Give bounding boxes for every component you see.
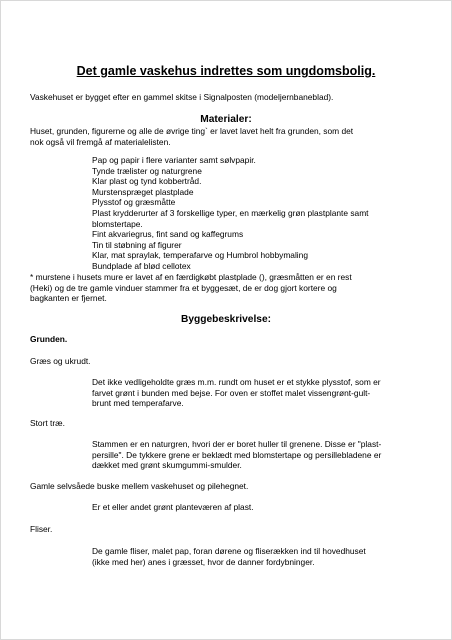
- build-heading: Byggebeskrivelse:: [180, 314, 272, 325]
- grass-line: farvet grønt i bunden med bejse. For oven er stoffet malet vissengrønt-gult-: [92, 387, 371, 398]
- material-item: Pap og papir i flere varianter samt sølvpapir.: [92, 155, 256, 165]
- material-item: blomstertape.: [92, 218, 143, 229]
- material-item: Plast krydderurter af 3 forskellige typer, en mærkelig grøn plastplante samt: [92, 207, 369, 218]
- material-item: Fint akvariegrus, fint sand og kaffegrums: [92, 229, 244, 240]
- tree-line: dækket med grønt skumgummi-smulder.: [92, 460, 242, 471]
- material-item: Klar plast og tynd kobbertråd.: [92, 176, 202, 187]
- tiles-label: Fliser.: [30, 524, 53, 534]
- materials-intro-line: Huset, grunden, figurerne og alle de øvrige ting` er lavet lavet helt fra grunden, som det: [30, 126, 354, 136]
- materials-intro-line: nok også vil fremgå af materialelisten.: [30, 136, 171, 147]
- material-item: Klar, mat spraylak, temperafarve og Humbrol hobbymaling: [92, 250, 308, 261]
- tree-line: persille". De tykkere grene er beklædt med blomstertape og persillebladene er: [92, 449, 382, 460]
- intro-paragraph: Vaskehuset er bygget efter en gammel skitse i Signalposten (modeljernbaneblad).: [30, 92, 334, 102]
- materials-list: [92, 155, 369, 272]
- materials-note-line: bagkanten er fjernet.: [30, 293, 107, 304]
- materials-heading: Materialer:: [200, 114, 252, 125]
- grass-line: Det ikke vedligeholdte græs m.m. rundt om huset er et stykke plysstof, som er: [92, 377, 381, 387]
- tree-line: Stammen er en naturgren, hvori der er boret huller til grenene. Disse er "plast-: [92, 439, 382, 449]
- grass-label: Græs og ukrudt.: [30, 356, 91, 366]
- material-item: Tynde trælister og naturgrene: [92, 165, 202, 176]
- tree-label: Stort træ.: [30, 418, 65, 428]
- bushes-description: Er et eller andet grønt planteværen af plast.: [92, 502, 254, 512]
- materials-note: [30, 272, 352, 304]
- tree-description: [92, 439, 381, 471]
- material-item: Bundplade af blød cellotex: [92, 260, 191, 271]
- materials-note-line: (Heki) og de tre gamle vinduer stammer fra et byggesæt, de er dog gjort kortere og: [30, 282, 337, 293]
- grass-description: [92, 377, 381, 409]
- materials-intro: [30, 126, 353, 147]
- document-title: Det gamle vaskehus indrettes som ungdomsbolig.: [76, 64, 376, 78]
- material-item: Plysstof og græsmåtte: [92, 197, 176, 208]
- material-item: Murstenspræget plastplade: [92, 186, 194, 197]
- grounds-subheading: Grunden.: [30, 334, 68, 344]
- materials-note-line: * murstene i husets mure er lavet af en færdigkøbt plastplade (), græsmåtten er en rest: [30, 272, 352, 282]
- tiles-line: (ikke med her) anes i græsset, hvor de danner fordybninger.: [92, 556, 315, 567]
- tiles-line: De gamle fliser, malet pap, foran dørene og fliserækken ind til hovedhuset: [92, 546, 366, 556]
- grass-line: brunt med temperafarve.: [92, 398, 184, 409]
- tiles-description: [92, 546, 366, 567]
- bushes-label: Gamle selvsåede buske mellem vaskehuset og pilehegnet.: [30, 481, 249, 491]
- material-item: Tin til støbning af figurer: [92, 239, 182, 250]
